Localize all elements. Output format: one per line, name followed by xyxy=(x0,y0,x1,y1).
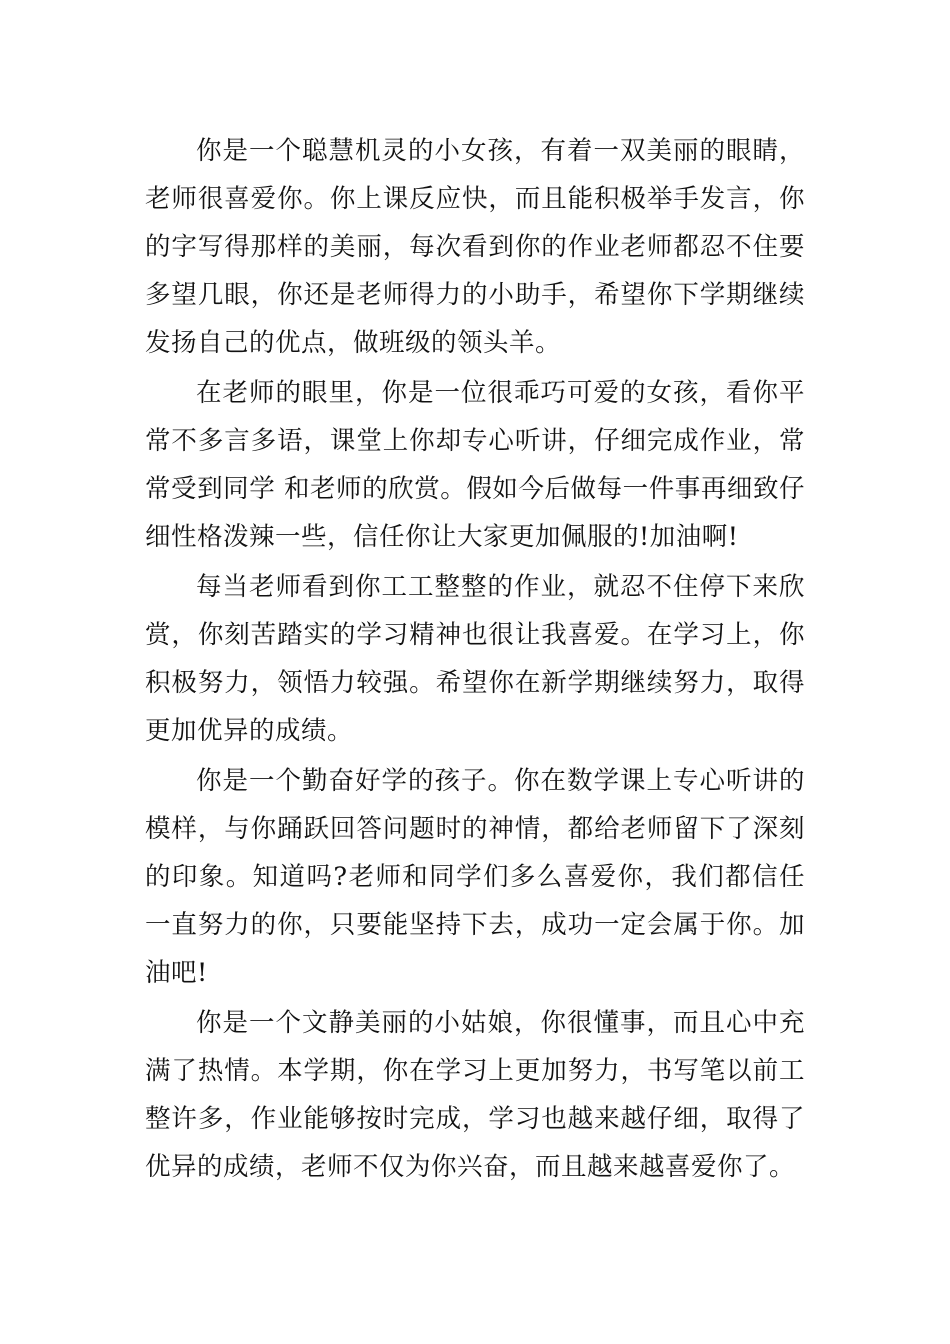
paragraph-3: 每当老师看到你工工整整的作业，就忍不住停下来欣赏，你刻苦踏实的学习精神也很让我喜爱。在学习上，你积极努力，领悟力较强。希望你在新学期继续努力，取得更加优异的成绩。 xyxy=(145,572,805,746)
paragraph-2: 在老师的眼里，你是一位很乖巧可爱的女孩，看你平常不多言多语，课堂上你却专心听讲，仔细完成作业，常常受到同学 和老师的欣赏。假如今后做每一件事再细致仔细性格泼辣一些，信任你让大家更加佩服的!加油啊! xyxy=(145,378,805,552)
paragraph-1: 你是一个聪慧机灵的小女孩，有着一双美丽的眼睛，老师很喜爱你。你上课反应快，而且能积极举手发言，你的字写得那样的美丽，每次看到你的作业老师都忍不住要多望几眼，你还是老师得力的小助手，希望你下学期继续发扬自己的优点，做班级的领头羊。 xyxy=(145,136,805,358)
paragraph-5: 你是一个文静美丽的小姑娘，你很懂事，而且心中充满了热情。本学期，你在学习上更加努力，书写笔以前工整许多，作业能够按时完成，学习也越来越仔细，取得了优异的成绩，老师不仅为你兴奋，而且越来越喜爱你了。 xyxy=(145,1008,805,1182)
paragraph-4: 你是一个勤奋好学的孩子。你在数学课上专心听讲的模样，与你踊跃回答问题时的神情，都给老师留下了深刻的印象。知道吗?老师和同学们多么喜爱你，我们都信任一直努力的你，只要能坚持下去，成功一定会属于你。加油吧! xyxy=(145,766,805,988)
document-body xyxy=(145,127,805,1191)
